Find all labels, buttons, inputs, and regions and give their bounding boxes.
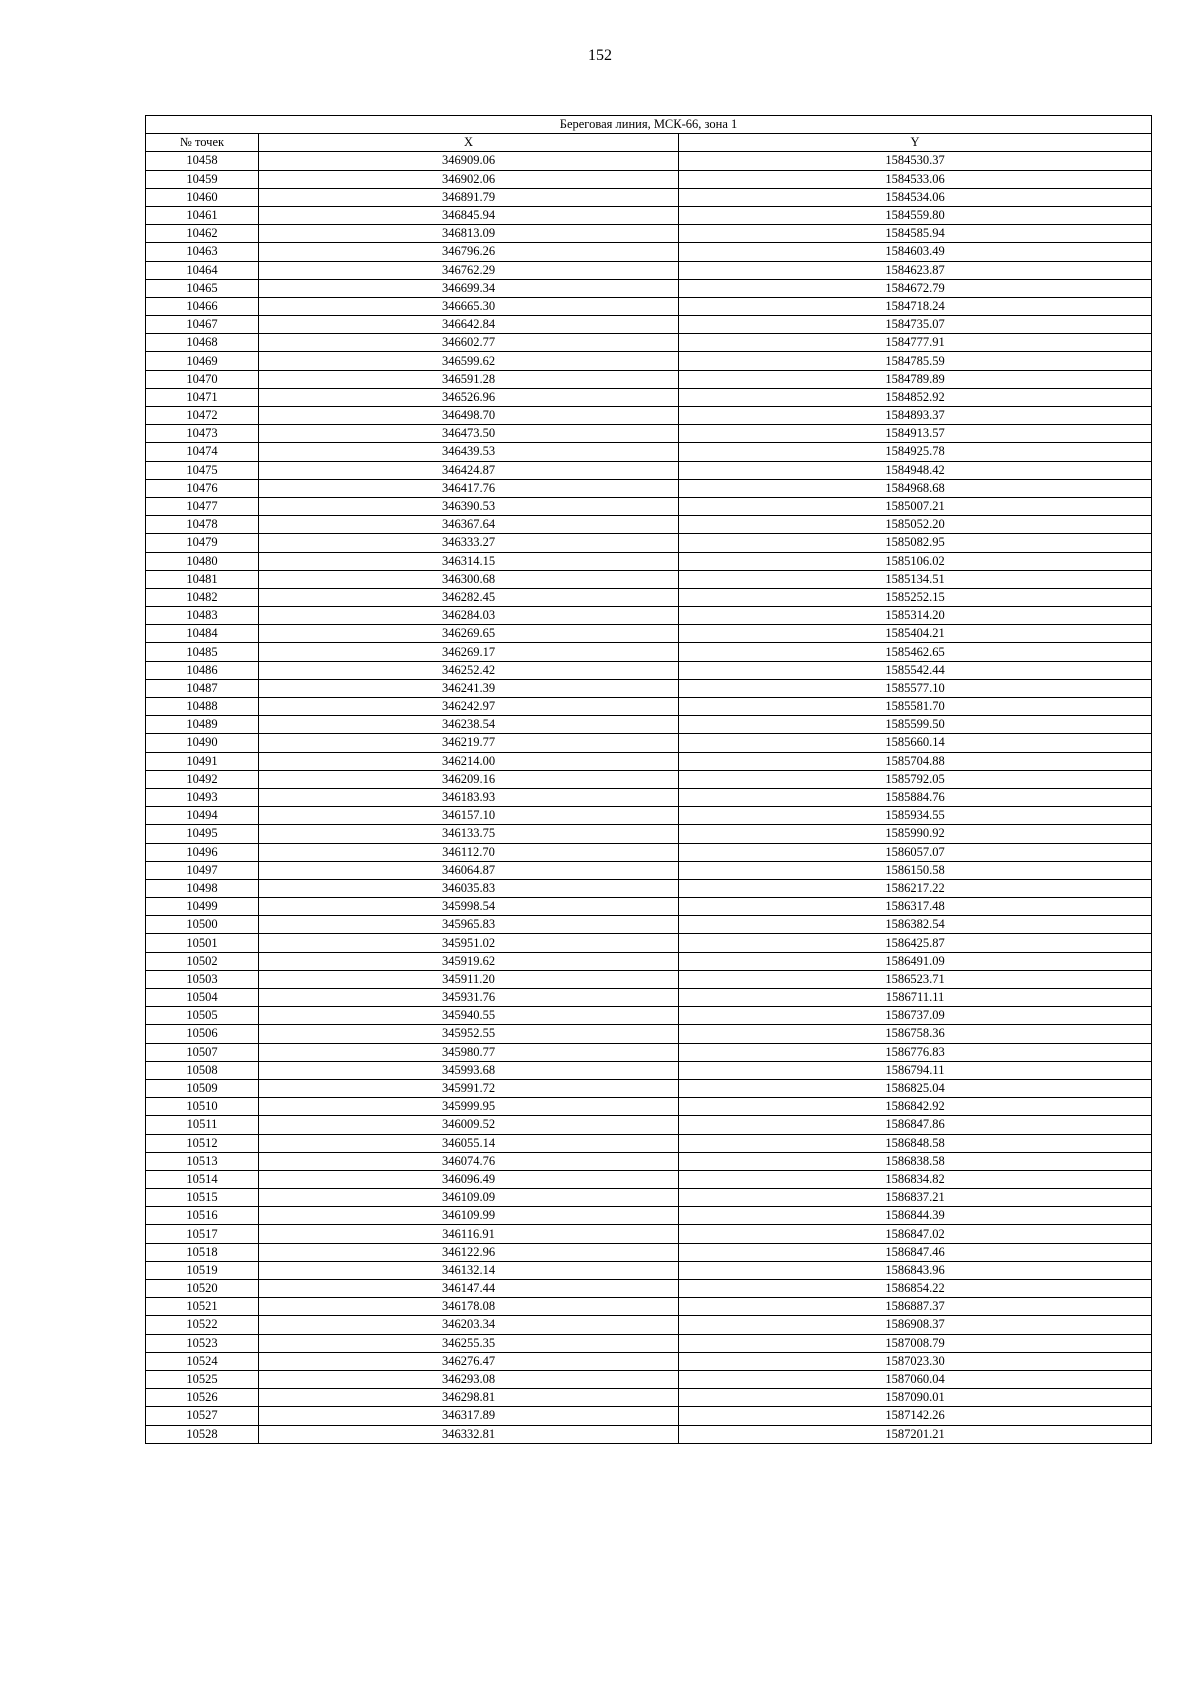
table-row <box>146 1407 1152 1425</box>
cell-point-number: 10471 <box>146 388 259 406</box>
cell-point-number: 10523 <box>146 1334 259 1352</box>
cell-point-number: 10482 <box>146 588 259 606</box>
cell-point-number: 10508 <box>146 1061 259 1079</box>
cell-point-number: 10502 <box>146 952 259 970</box>
cell-x: 345999.95 <box>259 1098 679 1116</box>
cell-y: 1585134.51 <box>679 570 1152 588</box>
cell-x: 346642.84 <box>259 316 679 334</box>
table-row <box>146 334 1152 352</box>
table-row <box>146 1152 1152 1170</box>
cell-y: 1584948.42 <box>679 461 1152 479</box>
table-row <box>146 1079 1152 1097</box>
cell-y: 1585581.70 <box>679 698 1152 716</box>
header-point-number: № точек <box>146 134 259 152</box>
cell-x: 346269.17 <box>259 643 679 661</box>
cell-x: 346109.09 <box>259 1189 679 1207</box>
cell-x: 346891.79 <box>259 188 679 206</box>
cell-x: 346209.16 <box>259 770 679 788</box>
cell-y: 1587008.79 <box>679 1334 1152 1352</box>
table-caption-row <box>146 116 1152 134</box>
table-row <box>146 407 1152 425</box>
cell-y: 1586842.92 <box>679 1098 1152 1116</box>
cell-y: 1586776.83 <box>679 1043 1152 1061</box>
cell-x: 345940.55 <box>259 1007 679 1025</box>
table-row <box>146 1043 1152 1061</box>
cell-x: 345991.72 <box>259 1079 679 1097</box>
table-row <box>146 497 1152 515</box>
cell-x: 346219.77 <box>259 734 679 752</box>
table-row <box>146 607 1152 625</box>
page-number: 152 <box>588 47 612 64</box>
table-row <box>146 1243 1152 1261</box>
table-row <box>146 516 1152 534</box>
cell-y: 1585934.55 <box>679 807 1152 825</box>
table-row <box>146 297 1152 315</box>
cell-y: 1584785.59 <box>679 352 1152 370</box>
cell-y: 1585792.05 <box>679 770 1152 788</box>
cell-y: 1587060.04 <box>679 1370 1152 1388</box>
cell-point-number: 10458 <box>146 152 259 170</box>
cell-y: 1586908.37 <box>679 1316 1152 1334</box>
table-row <box>146 989 1152 1007</box>
cell-x: 346112.70 <box>259 843 679 861</box>
cell-x: 345931.76 <box>259 989 679 1007</box>
cell-y: 1584585.94 <box>679 225 1152 243</box>
cell-y: 1585314.20 <box>679 607 1152 625</box>
table-row <box>146 643 1152 661</box>
cell-y: 1586317.48 <box>679 898 1152 916</box>
cell-x: 346762.29 <box>259 261 679 279</box>
coordinates-table <box>145 115 1152 1444</box>
cell-x: 346074.76 <box>259 1152 679 1170</box>
cell-y: 1587201.21 <box>679 1425 1152 1443</box>
table-row <box>146 570 1152 588</box>
cell-x: 346498.70 <box>259 407 679 425</box>
cell-y: 1586491.09 <box>679 952 1152 970</box>
cell-point-number: 10512 <box>146 1134 259 1152</box>
cell-x: 346602.77 <box>259 334 679 352</box>
cell-y: 1586847.46 <box>679 1243 1152 1261</box>
table-row <box>146 770 1152 788</box>
cell-point-number: 10510 <box>146 1098 259 1116</box>
cell-point-number: 10505 <box>146 1007 259 1025</box>
table-row <box>146 807 1152 825</box>
cell-x: 345965.83 <box>259 916 679 934</box>
cell-x: 346390.53 <box>259 497 679 515</box>
cell-y: 1585660.14 <box>679 734 1152 752</box>
table-row <box>146 1007 1152 1025</box>
cell-point-number: 10492 <box>146 770 259 788</box>
table-row <box>146 1025 1152 1043</box>
table-row <box>146 970 1152 988</box>
cell-point-number: 10511 <box>146 1116 259 1134</box>
cell-y: 1586854.22 <box>679 1280 1152 1298</box>
table-row <box>146 661 1152 679</box>
table-row <box>146 152 1152 170</box>
cell-point-number: 10524 <box>146 1352 259 1370</box>
cell-x: 346333.27 <box>259 534 679 552</box>
cell-y: 1585404.21 <box>679 625 1152 643</box>
cell-point-number: 10476 <box>146 479 259 497</box>
cell-y: 1584603.49 <box>679 243 1152 261</box>
cell-x: 346178.08 <box>259 1298 679 1316</box>
cell-y: 1585577.10 <box>679 679 1152 697</box>
cell-y: 1586711.11 <box>679 989 1152 1007</box>
cell-point-number: 10460 <box>146 188 259 206</box>
cell-point-number: 10469 <box>146 352 259 370</box>
cell-x: 346064.87 <box>259 861 679 879</box>
cell-point-number: 10527 <box>146 1407 259 1425</box>
cell-y: 1584533.06 <box>679 170 1152 188</box>
table-row <box>146 625 1152 643</box>
cell-y: 1586382.54 <box>679 916 1152 934</box>
cell-x: 346424.87 <box>259 461 679 479</box>
table-row <box>146 1261 1152 1279</box>
cell-y: 1587090.01 <box>679 1389 1152 1407</box>
cell-y: 1586847.02 <box>679 1225 1152 1243</box>
cell-y: 1584968.68 <box>679 479 1152 497</box>
cell-point-number: 10525 <box>146 1370 259 1388</box>
cell-point-number: 10466 <box>146 297 259 315</box>
cell-y: 1584672.79 <box>679 279 1152 297</box>
cell-y: 1584559.80 <box>679 206 1152 224</box>
cell-x: 346096.49 <box>259 1170 679 1188</box>
table-row <box>146 261 1152 279</box>
cell-x: 346417.76 <box>259 479 679 497</box>
table-row <box>146 279 1152 297</box>
cell-point-number: 10501 <box>146 934 259 952</box>
cell-x: 346902.06 <box>259 170 679 188</box>
table-row <box>146 461 1152 479</box>
cell-point-number: 10485 <box>146 643 259 661</box>
cell-x: 346665.30 <box>259 297 679 315</box>
cell-y: 1584789.89 <box>679 370 1152 388</box>
cell-x: 346526.96 <box>259 388 679 406</box>
table-body <box>146 152 1152 1443</box>
cell-point-number: 10496 <box>146 843 259 861</box>
table-row <box>146 934 1152 952</box>
table-row <box>146 425 1152 443</box>
cell-point-number: 10472 <box>146 407 259 425</box>
cell-y: 1586834.82 <box>679 1170 1152 1188</box>
cell-x: 346252.42 <box>259 661 679 679</box>
cell-x: 346147.44 <box>259 1280 679 1298</box>
cell-y: 1586887.37 <box>679 1298 1152 1316</box>
cell-y: 1586848.58 <box>679 1134 1152 1152</box>
cell-point-number: 10514 <box>146 1170 259 1188</box>
table-row <box>146 843 1152 861</box>
cell-x: 346284.03 <box>259 607 679 625</box>
cell-y: 1584893.37 <box>679 407 1152 425</box>
cell-x: 345911.20 <box>259 970 679 988</box>
cell-x: 345952.55 <box>259 1025 679 1043</box>
header-x: X <box>259 134 679 152</box>
cell-x: 346133.75 <box>259 825 679 843</box>
cell-x: 346317.89 <box>259 1407 679 1425</box>
cell-x: 346591.28 <box>259 370 679 388</box>
cell-x: 346473.50 <box>259 425 679 443</box>
cell-point-number: 10491 <box>146 752 259 770</box>
cell-y: 1584925.78 <box>679 443 1152 461</box>
table-header-row <box>146 134 1152 152</box>
cell-point-number: 10497 <box>146 861 259 879</box>
cell-x: 346314.15 <box>259 552 679 570</box>
cell-point-number: 10499 <box>146 898 259 916</box>
cell-point-number: 10490 <box>146 734 259 752</box>
table-row <box>146 679 1152 697</box>
table-row <box>146 225 1152 243</box>
cell-x: 345998.54 <box>259 898 679 916</box>
cell-y: 1586425.87 <box>679 934 1152 952</box>
cell-point-number: 10467 <box>146 316 259 334</box>
cell-y: 1587023.30 <box>679 1352 1152 1370</box>
cell-x: 346845.94 <box>259 206 679 224</box>
cell-y: 1584913.57 <box>679 425 1152 443</box>
cell-y: 1585082.95 <box>679 534 1152 552</box>
cell-x: 346813.09 <box>259 225 679 243</box>
cell-x: 346157.10 <box>259 807 679 825</box>
cell-y: 1586837.21 <box>679 1189 1152 1207</box>
table-row <box>146 1280 1152 1298</box>
cell-point-number: 10474 <box>146 443 259 461</box>
cell-point-number: 10488 <box>146 698 259 716</box>
table-row <box>146 1170 1152 1188</box>
table-row <box>146 825 1152 843</box>
table-row <box>146 752 1152 770</box>
cell-y: 1586057.07 <box>679 843 1152 861</box>
cell-point-number: 10521 <box>146 1298 259 1316</box>
table-row <box>146 170 1152 188</box>
cell-point-number: 10528 <box>146 1425 259 1443</box>
cell-point-number: 10519 <box>146 1261 259 1279</box>
table-row <box>146 1189 1152 1207</box>
cell-y: 1585990.92 <box>679 825 1152 843</box>
table-row <box>146 188 1152 206</box>
cell-point-number: 10461 <box>146 206 259 224</box>
table-row <box>146 734 1152 752</box>
table-row <box>146 552 1152 570</box>
cell-x: 346214.00 <box>259 752 679 770</box>
cell-point-number: 10462 <box>146 225 259 243</box>
cell-point-number: 10479 <box>146 534 259 552</box>
cell-y: 1586847.86 <box>679 1116 1152 1134</box>
cell-point-number: 10504 <box>146 989 259 1007</box>
cell-y: 1585704.88 <box>679 752 1152 770</box>
cell-point-number: 10517 <box>146 1225 259 1243</box>
cell-x: 346055.14 <box>259 1134 679 1152</box>
cell-point-number: 10480 <box>146 552 259 570</box>
cell-y: 1586843.96 <box>679 1261 1152 1279</box>
cell-point-number: 10463 <box>146 243 259 261</box>
cell-x: 346009.52 <box>259 1116 679 1134</box>
table-row <box>146 1061 1152 1079</box>
table-row <box>146 1352 1152 1370</box>
cell-y: 1585542.44 <box>679 661 1152 679</box>
cell-x: 345919.62 <box>259 952 679 970</box>
cell-point-number: 10507 <box>146 1043 259 1061</box>
table-row <box>146 1098 1152 1116</box>
cell-y: 1584735.07 <box>679 316 1152 334</box>
cell-point-number: 10468 <box>146 334 259 352</box>
table-row <box>146 479 1152 497</box>
cell-y: 1586758.36 <box>679 1025 1152 1043</box>
table-row <box>146 443 1152 461</box>
table-row <box>146 388 1152 406</box>
table-row <box>146 1370 1152 1388</box>
cell-y: 1586838.58 <box>679 1152 1152 1170</box>
cell-point-number: 10503 <box>146 970 259 988</box>
cell-y: 1586844.39 <box>679 1207 1152 1225</box>
cell-x: 346269.65 <box>259 625 679 643</box>
cell-point-number: 10516 <box>146 1207 259 1225</box>
cell-y: 1586150.58 <box>679 861 1152 879</box>
cell-point-number: 10515 <box>146 1189 259 1207</box>
cell-point-number: 10506 <box>146 1025 259 1043</box>
table-row <box>146 1334 1152 1352</box>
cell-point-number: 10494 <box>146 807 259 825</box>
cell-y: 1584777.91 <box>679 334 1152 352</box>
cell-x: 346599.62 <box>259 352 679 370</box>
table-row <box>146 716 1152 734</box>
cell-point-number: 10459 <box>146 170 259 188</box>
cell-x: 346109.99 <box>259 1207 679 1225</box>
cell-x: 346035.83 <box>259 879 679 897</box>
cell-point-number: 10495 <box>146 825 259 843</box>
cell-point-number: 10518 <box>146 1243 259 1261</box>
cell-x: 346242.97 <box>259 698 679 716</box>
table-row <box>146 698 1152 716</box>
cell-y: 1587142.26 <box>679 1407 1152 1425</box>
table-row <box>146 316 1152 334</box>
cell-point-number: 10493 <box>146 788 259 806</box>
cell-point-number: 10489 <box>146 716 259 734</box>
cell-y: 1584852.92 <box>679 388 1152 406</box>
cell-x: 346796.26 <box>259 243 679 261</box>
cell-point-number: 10470 <box>146 370 259 388</box>
table-row <box>146 879 1152 897</box>
cell-point-number: 10520 <box>146 1280 259 1298</box>
cell-x: 346282.45 <box>259 588 679 606</box>
cell-x: 346183.93 <box>259 788 679 806</box>
cell-x: 346132.14 <box>259 1261 679 1279</box>
table-row <box>146 1207 1152 1225</box>
table-row <box>146 1116 1152 1134</box>
cell-x: 345980.77 <box>259 1043 679 1061</box>
table-row <box>146 952 1152 970</box>
table-row <box>146 1225 1152 1243</box>
cell-y: 1584530.37 <box>679 152 1152 170</box>
cell-x: 346255.35 <box>259 1334 679 1352</box>
table-row <box>146 370 1152 388</box>
cell-y: 1585252.15 <box>679 588 1152 606</box>
cell-y: 1586217.22 <box>679 879 1152 897</box>
cell-x: 346276.47 <box>259 1352 679 1370</box>
cell-y: 1584623.87 <box>679 261 1152 279</box>
table-row <box>146 1425 1152 1443</box>
cell-point-number: 10526 <box>146 1389 259 1407</box>
cell-x: 346332.81 <box>259 1425 679 1443</box>
cell-point-number: 10477 <box>146 497 259 515</box>
table-row <box>146 1298 1152 1316</box>
cell-y: 1586794.11 <box>679 1061 1152 1079</box>
table-row <box>146 1134 1152 1152</box>
cell-x: 346367.64 <box>259 516 679 534</box>
cell-point-number: 10500 <box>146 916 259 934</box>
cell-y: 1585052.20 <box>679 516 1152 534</box>
table-row <box>146 206 1152 224</box>
cell-point-number: 10487 <box>146 679 259 697</box>
cell-x: 346203.34 <box>259 1316 679 1334</box>
table-row <box>146 352 1152 370</box>
cell-x: 346300.68 <box>259 570 679 588</box>
cell-point-number: 10483 <box>146 607 259 625</box>
cell-x: 345993.68 <box>259 1061 679 1079</box>
cell-point-number: 10509 <box>146 1079 259 1097</box>
table-row <box>146 1316 1152 1334</box>
cell-point-number: 10481 <box>146 570 259 588</box>
cell-x: 346293.08 <box>259 1370 679 1388</box>
cell-x: 346909.06 <box>259 152 679 170</box>
cell-x: 346238.54 <box>259 716 679 734</box>
cell-y: 1585007.21 <box>679 497 1152 515</box>
table-row <box>146 243 1152 261</box>
cell-y: 1584534.06 <box>679 188 1152 206</box>
cell-point-number: 10522 <box>146 1316 259 1334</box>
table-row <box>146 861 1152 879</box>
cell-x: 346439.53 <box>259 443 679 461</box>
cell-point-number: 10484 <box>146 625 259 643</box>
table-row <box>146 588 1152 606</box>
cell-point-number: 10473 <box>146 425 259 443</box>
cell-x: 345951.02 <box>259 934 679 952</box>
table-caption: Береговая линия, МСК-66, зона 1 <box>146 116 1152 134</box>
cell-y: 1585462.65 <box>679 643 1152 661</box>
cell-y: 1586737.09 <box>679 1007 1152 1025</box>
cell-point-number: 10464 <box>146 261 259 279</box>
cell-y: 1585106.02 <box>679 552 1152 570</box>
cell-y: 1585884.76 <box>679 788 1152 806</box>
cell-x: 346116.91 <box>259 1225 679 1243</box>
table-row <box>146 916 1152 934</box>
cell-x: 346241.39 <box>259 679 679 697</box>
cell-point-number: 10486 <box>146 661 259 679</box>
cell-y: 1586825.04 <box>679 1079 1152 1097</box>
cell-x: 346298.81 <box>259 1389 679 1407</box>
cell-y: 1584718.24 <box>679 297 1152 315</box>
cell-point-number: 10465 <box>146 279 259 297</box>
cell-y: 1585599.50 <box>679 716 1152 734</box>
table-row <box>146 1389 1152 1407</box>
table-row <box>146 788 1152 806</box>
cell-point-number: 10478 <box>146 516 259 534</box>
cell-point-number: 10475 <box>146 461 259 479</box>
cell-x: 346699.34 <box>259 279 679 297</box>
table-row <box>146 534 1152 552</box>
header-y: Y <box>679 134 1152 152</box>
cell-point-number: 10498 <box>146 879 259 897</box>
cell-point-number: 10513 <box>146 1152 259 1170</box>
table-row <box>146 898 1152 916</box>
cell-x: 346122.96 <box>259 1243 679 1261</box>
cell-y: 1586523.71 <box>679 970 1152 988</box>
